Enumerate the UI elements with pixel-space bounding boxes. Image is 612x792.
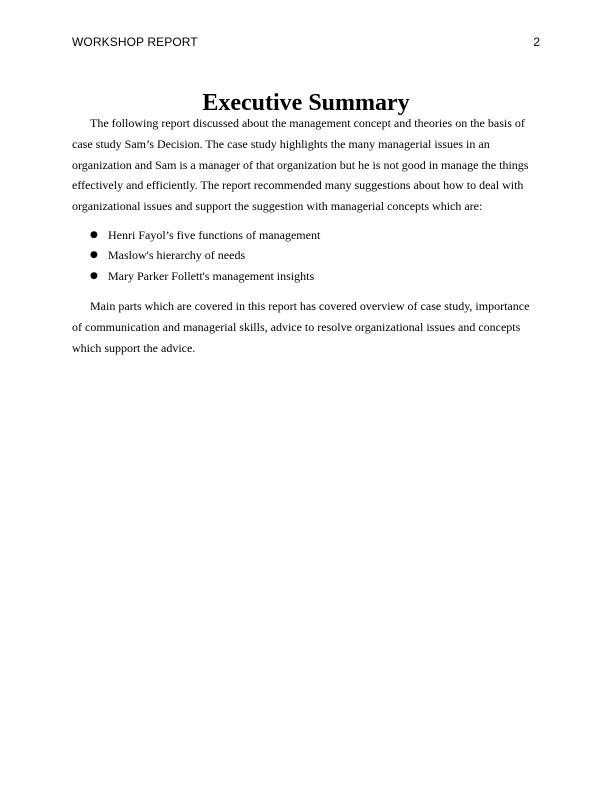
intro-paragraph: The following report discussed about the management concept and theories on the basis of case study Sam’s Decision. The case study highlights the many managerial issues in an organization and Sam is a manager of that organization but he is not good in manage the things effectively and efficiently. The report recommended many suggestions about how to deal with organizational issues and support the suggestion with managerial concepts which are: [72, 116, 529, 214]
list-item-text: Maslow's hierarchy of needs [108, 248, 246, 263]
bullet-icon: ● [90, 250, 98, 261]
closing-paragraph: Main parts which are covered in this report has covered overview of case study, importance of communication and managerial skills, advice to resolve organizational issues and concepts which support the advice. [72, 299, 530, 355]
bullet-icon: ● [90, 270, 98, 281]
page-number: 2 [533, 35, 540, 49]
list-item [72, 266, 540, 286]
list-item [72, 225, 540, 245]
running-head: WORKSHOP REPORT [72, 35, 198, 49]
list-item-text: Henri Fayol’s five functions of management [108, 227, 321, 242]
document-body [72, 90, 540, 359]
page-header [72, 35, 540, 51]
concept-list [72, 225, 540, 286]
section-heading: Executive Summary [202, 90, 410, 116]
list-item-text: Mary Parker Follett's management insights [108, 268, 315, 283]
list-item [72, 245, 540, 265]
bullet-icon: ● [90, 229, 98, 240]
